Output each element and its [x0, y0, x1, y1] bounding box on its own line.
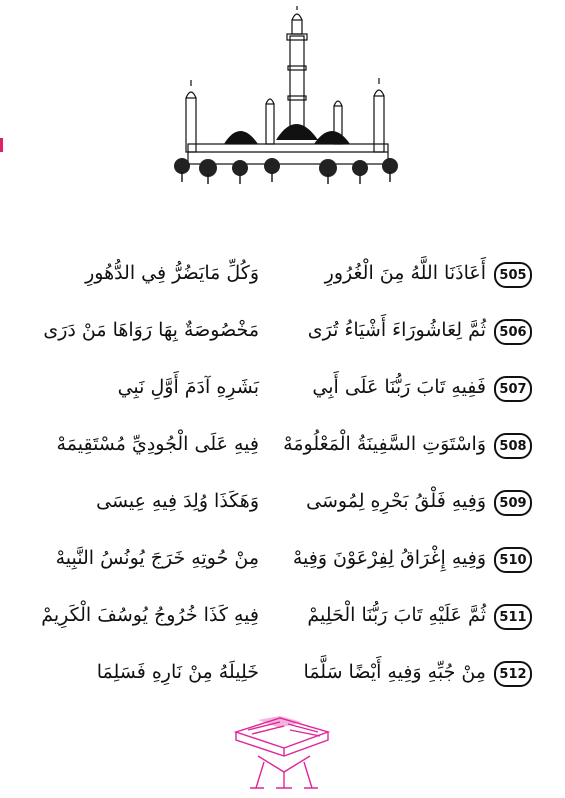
quran-stand-ornament — [228, 712, 338, 794]
verse-number: 511 — [494, 604, 532, 630]
verse-number: 507 — [494, 376, 532, 402]
verse-second-hemistich: وَكُلِّ مَايَضُرُّ فِي الدُّهُورِ — [85, 262, 259, 284]
verse-number: 505 — [494, 262, 532, 288]
verse-row — [18, 482, 546, 526]
verse-row — [18, 368, 546, 412]
verse-second-hemistich: مَخْصُوصَةٌ بِهَا رَوَاهَا مَنْ دَرَى — [43, 319, 259, 341]
verse-second-hemistich: فِيهِ كَذَا خُرُوجُ يُوسُفَ الْكَرِيمْ — [41, 604, 259, 626]
verse-second-hemistich: بَشَرِهِ آدَمَ أَوَّلِ نَبِي — [117, 376, 259, 398]
verse-first-hemistich: مِنْ جُبِّهِ وَفِيهِ أَيْضًا سَلَّمَا — [303, 661, 486, 683]
verse-second-hemistich: وَهَكَذَا وُلِدَ فِيهِ عِيسَى — [96, 490, 259, 512]
verse-first-hemistich: أَعَاذَنَا اللَّهُ مِنَ الْغُرُورِ — [324, 262, 486, 284]
edge-mark — [0, 138, 3, 152]
verse-first-hemistich: وَاسْتَوَتِ السَّفِينَةُ الْمَعْلُومَهْ — [283, 433, 486, 455]
verse-number: 508 — [494, 433, 532, 459]
verse-number: 506 — [494, 319, 532, 345]
verse-first-hemistich: وَفِيهِ إِغْرَاقُ لِفِرْعَوْنَ وَفِيهْ — [292, 547, 486, 569]
verse-row — [18, 254, 546, 298]
verse-first-hemistich: وَفِيهِ فَلْقُ بَحْرِهِ لِمُوسَى — [306, 490, 486, 512]
verse-first-hemistich: ثُمَّ عَلَيْهِ تَابَ رَبُّنَا الْحَلِيمْ — [307, 604, 486, 626]
verse-first-hemistich: ثُمَّ لِعَاشُورَاءَ أَشْيَاءُ تُرَى — [307, 319, 486, 341]
verse-first-hemistich: فَفِيهِ تَابَ رَبُّنَا عَلَى أَبِي — [312, 376, 486, 398]
verse-row — [18, 596, 546, 640]
verse-number: 510 — [494, 547, 532, 573]
verse-row — [18, 539, 546, 583]
verse-second-hemistich: خَلِيلَهُ مِنْ نَارِهِ فَسَلِمَا — [96, 661, 259, 683]
verse-second-hemistich: مِنْ حُوتِهِ خَرَجَ يُونُسُ النَّبِيهْ — [55, 547, 259, 569]
verse-row — [18, 311, 546, 355]
verse-row — [18, 425, 546, 469]
mosque-illustration — [168, 6, 400, 184]
verse-second-hemistich: فِيهِ عَلَى الْجُودِيِّ مُسْتَقِيمَهْ — [56, 433, 259, 455]
verse-number: 512 — [494, 661, 532, 687]
verse-row — [18, 653, 546, 697]
verse-number: 509 — [494, 490, 532, 516]
